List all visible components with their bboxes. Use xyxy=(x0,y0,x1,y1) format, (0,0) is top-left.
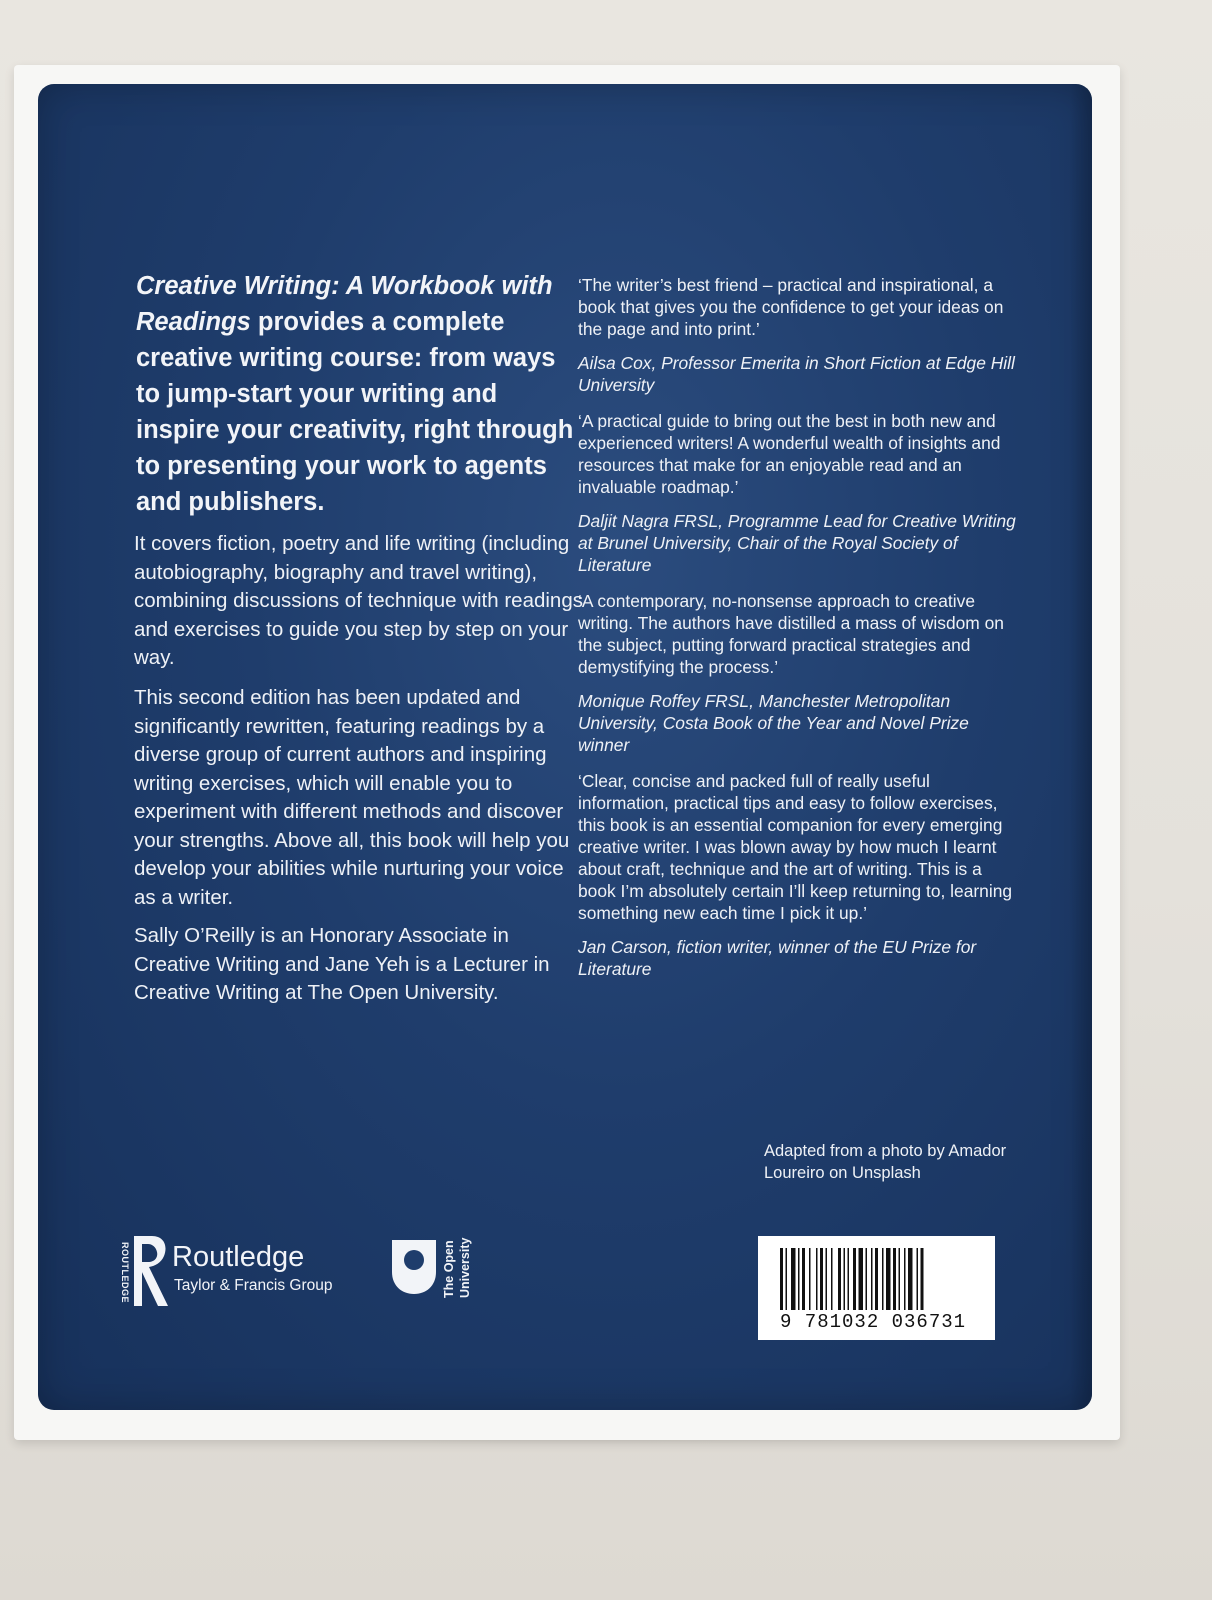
lead-paragraph-text: provides a complete creative writing course: from ways to jump-start your writing and inspire your creativity, right through to presenting your work to agents and publishers. xyxy=(136,308,574,516)
endorsement-attribution: Monique Roffey FRSL, Manchester Metropolitan University, Costa Book of the Year and Novel Prize winner xyxy=(578,691,969,755)
blurb-paragraph-coverage: It covers fiction, poetry and life writing (including autobiography, biography and travel writing), combining discussions of technique with readings and exercises to guide you step by step on your way. xyxy=(134,532,583,669)
endorsement-quote: ‘The writer’s best friend – practical and inspirational, a book that gives you the confidence to get your ideas on the page and into print.’ xyxy=(578,275,1004,339)
routledge-vertical-mark: ROUTLEDGE xyxy=(120,1242,130,1304)
back-cover xyxy=(38,84,1092,1410)
open-university-logo xyxy=(390,1234,480,1304)
endorsement-attribution: Jan Carson, fiction writer, winner of the EU Prize for Literature xyxy=(578,937,977,979)
publisher-name: Routledge xyxy=(172,1241,305,1273)
lead-paragraph xyxy=(136,268,576,520)
endorsement-attribution: Ailsa Cox, Professor Emerita in Short Fiction at Edge Hill University xyxy=(578,353,1015,395)
open-university-line: The Open xyxy=(442,1240,456,1298)
book-title: Creative Writing: A Workbook with Readings xyxy=(136,272,553,336)
open-university-wordmark xyxy=(442,1234,476,1298)
blurb-paragraph-edition: This second edition has been updated and significantly rewritten, featuring readings by a diverse group of current authors and inspiring writing exercises, which will enable you to experiment with different methods and discover your strengths. Above all, this book will help you develop your abilities while nurturing your voice as a writer. xyxy=(134,686,570,909)
open-university-line: University xyxy=(458,1237,472,1298)
open-university-shield-icon xyxy=(390,1238,438,1296)
endorsement-quote: ‘A practical guide to bring out the best in both new and experienced writers! A wonderful wealth of insights and resources that make for an enjoyable read and an invaluable roadmap.’ xyxy=(578,411,1001,497)
isbn-number: 9 781032 036731 xyxy=(778,1310,992,1334)
endorsement-attribution: Daljit Nagra FRSL, Programme Lead for Creative Writing at Brunel University, Chair of the Royal Society of Literature xyxy=(578,511,1016,575)
routledge-r-icon xyxy=(130,1232,172,1312)
endorsements xyxy=(578,274,1018,994)
spine-edge xyxy=(1070,84,1092,1410)
blurb-paragraph-authors: Sally O’Reilly is an Honorary Associate in Creative Writing and Jane Yeh is a Lecturer in Creative Writing at The Open University. xyxy=(134,924,550,1004)
publisher-group: Taylor & Francis Group xyxy=(174,1277,333,1294)
photo-credit: Adapted from a photo by Amador Loureiro on Unsplash xyxy=(764,1142,1007,1182)
barcode-icon xyxy=(780,1248,980,1318)
barcode xyxy=(758,1236,995,1340)
routledge-logo xyxy=(118,1230,348,1320)
endorsement-quote: ‘A contemporary, no-nonsense approach to creative writing. The authors have distilled a mass of wisdom on the subject, putting forward practical strategies and demystifying the process.’ xyxy=(578,591,1004,677)
endorsement-quote: ‘Clear, concise and packed full of really useful information, practical tips and easy to follow exercises, this book is an essential companion for every emerging creative writer. I was blown away by how much I learnt about craft, technique and the art of writing. This is a book I’m absolutely certain I’ll keep returning to, learning something new each time I pick it up.’ xyxy=(578,771,1013,923)
